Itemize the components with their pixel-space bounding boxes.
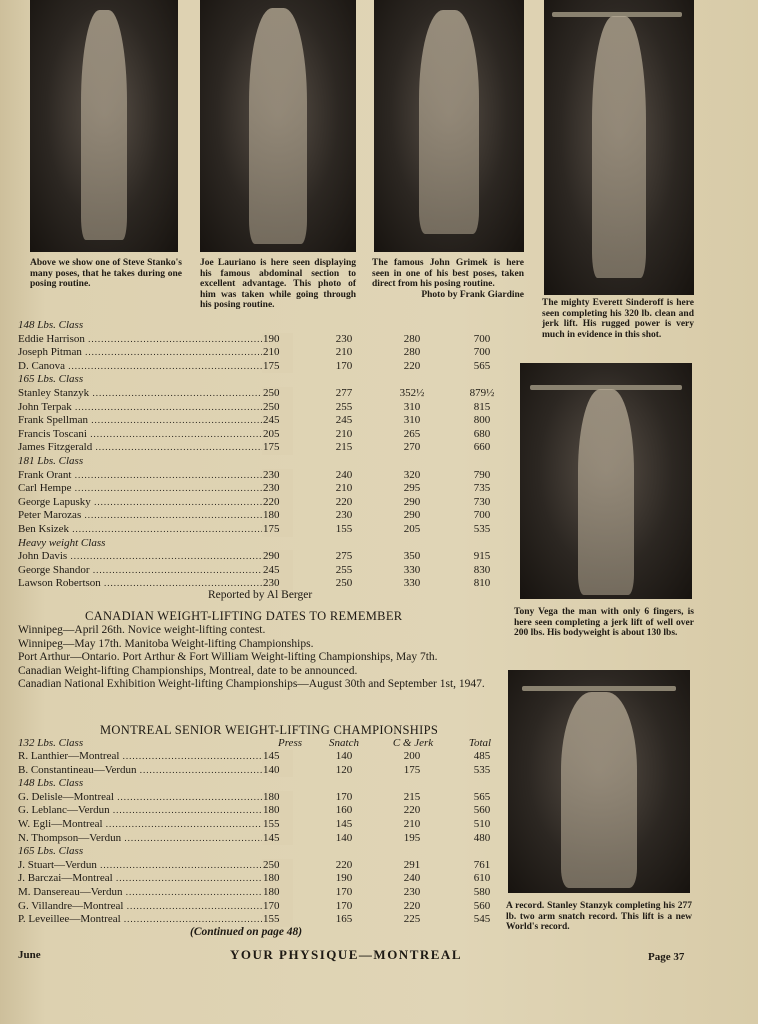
- header-snatch: Snatch: [329, 737, 359, 749]
- press-value: 210: [262, 346, 293, 360]
- snatch-value: 250: [335, 577, 353, 590]
- total-value: 730: [473, 495, 491, 508]
- lifter-name-text: G. Delisle—Montreal: [18, 790, 114, 803]
- montreal-championships-heading: MONTREAL SENIOR WEIGHT-LIFTING CHAMPIONSHIPS: [100, 723, 439, 737]
- cj-value: 230: [403, 885, 421, 898]
- lifter-name: [18, 496, 288, 510]
- class-heading-row: [18, 845, 508, 859]
- class-heading-row: [18, 777, 508, 791]
- cj-value: 265: [403, 427, 421, 440]
- class-label: 148 Lbs. Class: [18, 777, 84, 790]
- lifter-name: [18, 401, 288, 415]
- total-value: 510: [473, 817, 491, 830]
- total-value: 700: [473, 509, 491, 522]
- lifter-name-text: James Fitzgerald: [18, 441, 93, 454]
- total-value: 545: [473, 913, 491, 926]
- cj-value: 310: [403, 414, 421, 427]
- snatch-value: 140: [335, 831, 353, 844]
- cj-value: 295: [403, 482, 421, 495]
- snatch-value: 210: [335, 482, 353, 495]
- table-row: [18, 550, 508, 564]
- photo-tony-vega: [520, 363, 692, 599]
- total-value: 700: [473, 332, 491, 345]
- total-value: 680: [473, 427, 491, 440]
- lifter-name: [18, 900, 288, 914]
- press-value: 180: [262, 872, 293, 886]
- snatch-value: 170: [335, 790, 353, 803]
- reporter-credit: Reported by Al Berger: [208, 589, 313, 601]
- snatch-value: 140: [335, 750, 353, 762]
- press-value: 245: [262, 564, 293, 578]
- total-value: 560: [473, 804, 491, 817]
- snatch-value: 275: [335, 550, 353, 563]
- cj-value: 200: [403, 750, 421, 762]
- photo-john-grimek: [374, 0, 524, 252]
- lifter-name-text: Lawson Robertson: [18, 577, 101, 590]
- date-entry: Canadian National Exhibition Weight-lifting Championships—August 30th and September 1st, 1947.: [18, 678, 485, 690]
- cj-value: 215: [403, 790, 421, 803]
- snatch-value: 255: [335, 563, 353, 576]
- total-value: 565: [473, 790, 491, 803]
- photo-everett-sinderoff: [544, 0, 694, 295]
- press-value: 250: [262, 401, 293, 415]
- press-value: 180: [262, 791, 293, 805]
- header-press: Press: [277, 737, 303, 749]
- lifter-name: [18, 523, 288, 537]
- snatch-value: 230: [335, 509, 353, 522]
- caption-grimek-text: The famous John Grimek is here seen in one of his best poses, taken direct from his posing routine.: [372, 258, 524, 289]
- date-entry: Port Arthur—Ontario. Port Arthur & Fort William Weight-lifting Championships, May 7th.: [18, 651, 438, 663]
- snatch-value: 170: [335, 359, 353, 372]
- lifter-name-text: Peter Marozas: [18, 509, 82, 522]
- date-entry: Winnipeg—April 26th. Novice weight-lifting contest.: [18, 624, 266, 636]
- lifter-name: [18, 750, 288, 764]
- snatch-value: 255: [335, 400, 353, 413]
- lifter-name-text: Frank Orant: [18, 468, 72, 481]
- cj-value: 220: [403, 359, 421, 372]
- caption-stanzyk: A record. Stanley Stanzyk completing his 277 lb. two arm snatch record. This lift is a new World's record.: [506, 901, 692, 932]
- total-value: 565: [473, 359, 491, 372]
- table-row: [18, 414, 508, 428]
- cj-value: 175: [403, 763, 421, 776]
- table-row: [18, 401, 508, 415]
- class-label: 181 Lbs. Class: [18, 454, 84, 467]
- lifter-name-text: Joseph Pitman: [18, 346, 82, 359]
- class-label: 165 Lbs. Class: [18, 373, 84, 386]
- photo-credit: Photo by Frank Giardine: [421, 289, 524, 300]
- snatch-value: 277: [335, 386, 353, 399]
- class-label: 165 Lbs. Class: [18, 845, 84, 858]
- cj-value: 350: [403, 550, 421, 563]
- lifter-name-text: G. Leblanc—Verdun: [18, 804, 110, 817]
- caption-sinderoff: The mighty Everett Sinderoff is here seen completing his 320 lb. clean and jerk lift. His rugged power is very much in evidence in this shot.: [542, 298, 694, 340]
- lifter-name-text: George Shandor: [18, 563, 90, 576]
- cj-value: 270: [403, 441, 421, 454]
- lifter-name-text: W. Egli—Montreal: [18, 817, 103, 830]
- total-value: 761: [473, 858, 491, 871]
- total-value: 735: [473, 482, 491, 495]
- table-row: [18, 428, 508, 442]
- press-value: 175: [262, 441, 293, 455]
- table-row: [18, 346, 508, 360]
- lifter-name-text: Stanley Stanzyk: [18, 386, 90, 399]
- canadian-dates-list: [18, 624, 498, 692]
- lifter-name: [18, 482, 288, 496]
- footer-title: YOUR PHYSIQUE—MONTREAL: [230, 947, 462, 962]
- table-row: [18, 872, 508, 886]
- table-row: [18, 791, 508, 805]
- snatch-value: 215: [335, 441, 353, 454]
- lifter-name-text: Eddie Harrison: [18, 332, 85, 345]
- canadian-dates-heading: CANADIAN WEIGHT-LIFTING DATES TO REMEMBER: [85, 609, 403, 623]
- snatch-value: 170: [335, 885, 353, 898]
- total-value: 560: [473, 899, 491, 912]
- press-value: 155: [262, 913, 293, 927]
- table-row: [18, 441, 508, 455]
- class-heading-row: [18, 455, 508, 469]
- lifter-name-text: N. Thompson—Verdun: [18, 831, 122, 844]
- press-value: 145: [262, 750, 293, 764]
- snatch-value: 230: [335, 332, 353, 345]
- lifter-name-text: Frank Spellman: [18, 414, 88, 427]
- lifter-name-text: R. Lanthier—Montreal: [18, 750, 120, 762]
- cj-value: 280: [403, 332, 421, 345]
- cj-value: 220: [403, 899, 421, 912]
- press-value: 205: [262, 428, 293, 442]
- class-heading-row: [18, 373, 508, 387]
- lifter-name-text: Carl Hempe: [18, 482, 72, 495]
- class-label: Heavy weight Class: [18, 536, 106, 549]
- total-value: 915: [473, 550, 491, 563]
- cj-value: 225: [403, 913, 421, 926]
- total-value: 790: [473, 468, 491, 481]
- table-row: [18, 360, 508, 374]
- total-value: 660: [473, 441, 491, 454]
- lifter-name-text: Ben Ksizek: [18, 522, 70, 535]
- lifter-name: [18, 818, 288, 832]
- class-heading-row: [18, 537, 508, 551]
- cj-value: 330: [403, 577, 421, 590]
- press-value: 145: [262, 832, 293, 846]
- press-value: 175: [262, 360, 293, 374]
- table-row: [18, 832, 508, 846]
- table-row: [18, 482, 508, 496]
- snatch-value: 240: [335, 468, 353, 481]
- lifter-name: [18, 360, 288, 374]
- cj-value: 205: [403, 522, 421, 535]
- caption-lauriano: Joe Lauriano is here seen displaying his famous abdominal section to excellent advantage. This photo of him was taken while going through his posing routine.: [200, 258, 356, 310]
- lifter-name-text: Francis Toscani: [18, 427, 87, 440]
- press-value: 180: [262, 886, 293, 900]
- snatch-value: 220: [335, 495, 353, 508]
- total-value: 485: [473, 750, 491, 762]
- lifter-name: [18, 414, 288, 428]
- lifter-name: [18, 469, 288, 483]
- press-value: 230: [262, 469, 293, 483]
- table-row: [18, 804, 508, 818]
- press-value: 175: [262, 523, 293, 537]
- total-value: 580: [473, 885, 491, 898]
- press-value: 250: [262, 859, 293, 873]
- table-row: [18, 469, 508, 483]
- press-value: 170: [262, 900, 293, 914]
- continued-note: (Continued on page 48): [190, 926, 303, 938]
- press-value: 250: [262, 387, 293, 401]
- lifter-name-text: B. Constantineau—Verdun: [18, 763, 137, 776]
- total-value: 535: [473, 522, 491, 535]
- total-value: 700: [473, 346, 491, 359]
- lifter-name-text: P. Leveillee—Montreal: [18, 913, 121, 926]
- total-value: 535: [473, 763, 491, 776]
- lifter-name: [18, 564, 288, 578]
- cj-value: 280: [403, 346, 421, 359]
- lifter-name-text: John Terpak: [18, 400, 72, 413]
- cj-value: 240: [403, 872, 421, 885]
- lifter-name: [18, 346, 288, 360]
- lifter-name-text: J. Barczai—Montreal: [18, 872, 113, 885]
- table-row: [18, 509, 508, 523]
- lifter-name-text: John Davis: [18, 550, 68, 563]
- table-row: [18, 913, 508, 927]
- cj-value: 210: [403, 817, 421, 830]
- montreal-table-header: [18, 737, 508, 751]
- press-value: 190: [262, 333, 293, 347]
- caption-stanko: Above we show one of Steve Stanko's many poses, that he takes during one posing routine.: [30, 258, 182, 289]
- date-entry: Winnipeg—May 17th. Manitoba Weight-lifting Championships.: [18, 637, 314, 650]
- header-total: Total: [468, 737, 492, 749]
- caption-vega: Tony Vega the man with only 6 fingers, is here seen completing a jerk lift of well over 200 lbs. His bodyweight is about 130 lbs.: [514, 607, 694, 638]
- cj-value: 290: [403, 495, 421, 508]
- lifter-name: [18, 872, 288, 886]
- photo-stanley-stanzyk: [508, 670, 690, 893]
- table-row: [18, 859, 508, 873]
- snatch-value: 160: [335, 804, 353, 817]
- total-value: 480: [473, 831, 491, 844]
- total-value: 610: [473, 872, 491, 885]
- lifter-name: [18, 387, 288, 401]
- snatch-value: 145: [335, 817, 353, 830]
- header-cj: C & Jerk: [392, 737, 434, 749]
- table-row: [18, 387, 508, 401]
- snatch-value: 165: [335, 913, 353, 926]
- photo-steve-stanko: [30, 0, 178, 252]
- montreal-results-table: [18, 750, 508, 927]
- date-entry: Canadian Weight-lifting Championships, Montreal, date to be announced.: [18, 664, 358, 677]
- cj-value: 291: [403, 858, 421, 871]
- lifter-name: [18, 428, 288, 442]
- lifter-name: [18, 550, 288, 564]
- lifter-name-text: D. Canova: [18, 359, 66, 372]
- lifter-name: [18, 441, 288, 455]
- lifter-name: [18, 333, 288, 347]
- lifter-name-text: G. Villandre—Montreal: [18, 899, 124, 912]
- press-value: 180: [262, 804, 293, 818]
- total-value: 800: [473, 414, 491, 427]
- press-value: 155: [262, 818, 293, 832]
- class-heading-row: [18, 319, 508, 333]
- cj-value: 330: [403, 563, 421, 576]
- table-row: [18, 750, 508, 764]
- lifter-name: [18, 804, 288, 818]
- press-value: 230: [262, 482, 293, 496]
- cj-value: 320: [403, 468, 421, 481]
- photo-joe-lauriano: [200, 0, 356, 252]
- press-value: 290: [262, 550, 293, 564]
- lifter-name: [18, 509, 288, 523]
- results-table: [18, 319, 508, 591]
- table-row: [18, 333, 508, 347]
- snatch-value: 190: [335, 872, 353, 885]
- caption-grimek: [372, 258, 524, 300]
- lifter-name: [18, 832, 288, 846]
- lifter-name: [18, 859, 288, 873]
- snatch-value: 210: [335, 427, 353, 440]
- total-value: 879½: [469, 386, 495, 399]
- table-row: [18, 886, 508, 900]
- total-value: 815: [473, 400, 491, 413]
- table-row: [18, 900, 508, 914]
- table-row: [18, 564, 508, 578]
- cj-value: 220: [403, 804, 421, 817]
- press-value: 230: [262, 577, 293, 591]
- class-label: 132 Lbs. Class: [18, 737, 84, 749]
- total-value: 810: [473, 577, 491, 590]
- table-row: [18, 818, 508, 832]
- lifter-name: [18, 886, 288, 900]
- lifter-name: [18, 764, 288, 778]
- lifter-name-text: George Lapusky: [18, 495, 91, 508]
- cj-value: 290: [403, 509, 421, 522]
- total-value: 830: [473, 563, 491, 576]
- snatch-value: 155: [335, 522, 353, 535]
- lifter-name: [18, 913, 288, 927]
- snatch-value: 220: [335, 858, 353, 871]
- snatch-value: 120: [335, 763, 353, 776]
- snatch-value: 245: [335, 414, 353, 427]
- footer-month: June: [18, 949, 41, 961]
- press-value: 180: [262, 509, 293, 523]
- footer-page-number: Page 37: [648, 951, 685, 963]
- cj-value: 310: [403, 400, 421, 413]
- press-value: 140: [262, 764, 293, 778]
- cj-value: 195: [403, 831, 421, 844]
- table-row: [18, 523, 508, 537]
- press-value: 245: [262, 414, 293, 428]
- press-value: 220: [262, 496, 293, 510]
- lifter-name: [18, 791, 288, 805]
- class-label: 148 Lbs. Class: [18, 319, 84, 331]
- lifter-name-text: J. Stuart—Verdun: [18, 858, 97, 871]
- cj-value: 352½: [399, 386, 425, 399]
- snatch-value: 170: [335, 899, 353, 912]
- table-row: [18, 764, 508, 778]
- snatch-value: 210: [335, 346, 353, 359]
- lifter-name-text: M. Dansereau—Verdun: [18, 885, 123, 898]
- table-row: [18, 496, 508, 510]
